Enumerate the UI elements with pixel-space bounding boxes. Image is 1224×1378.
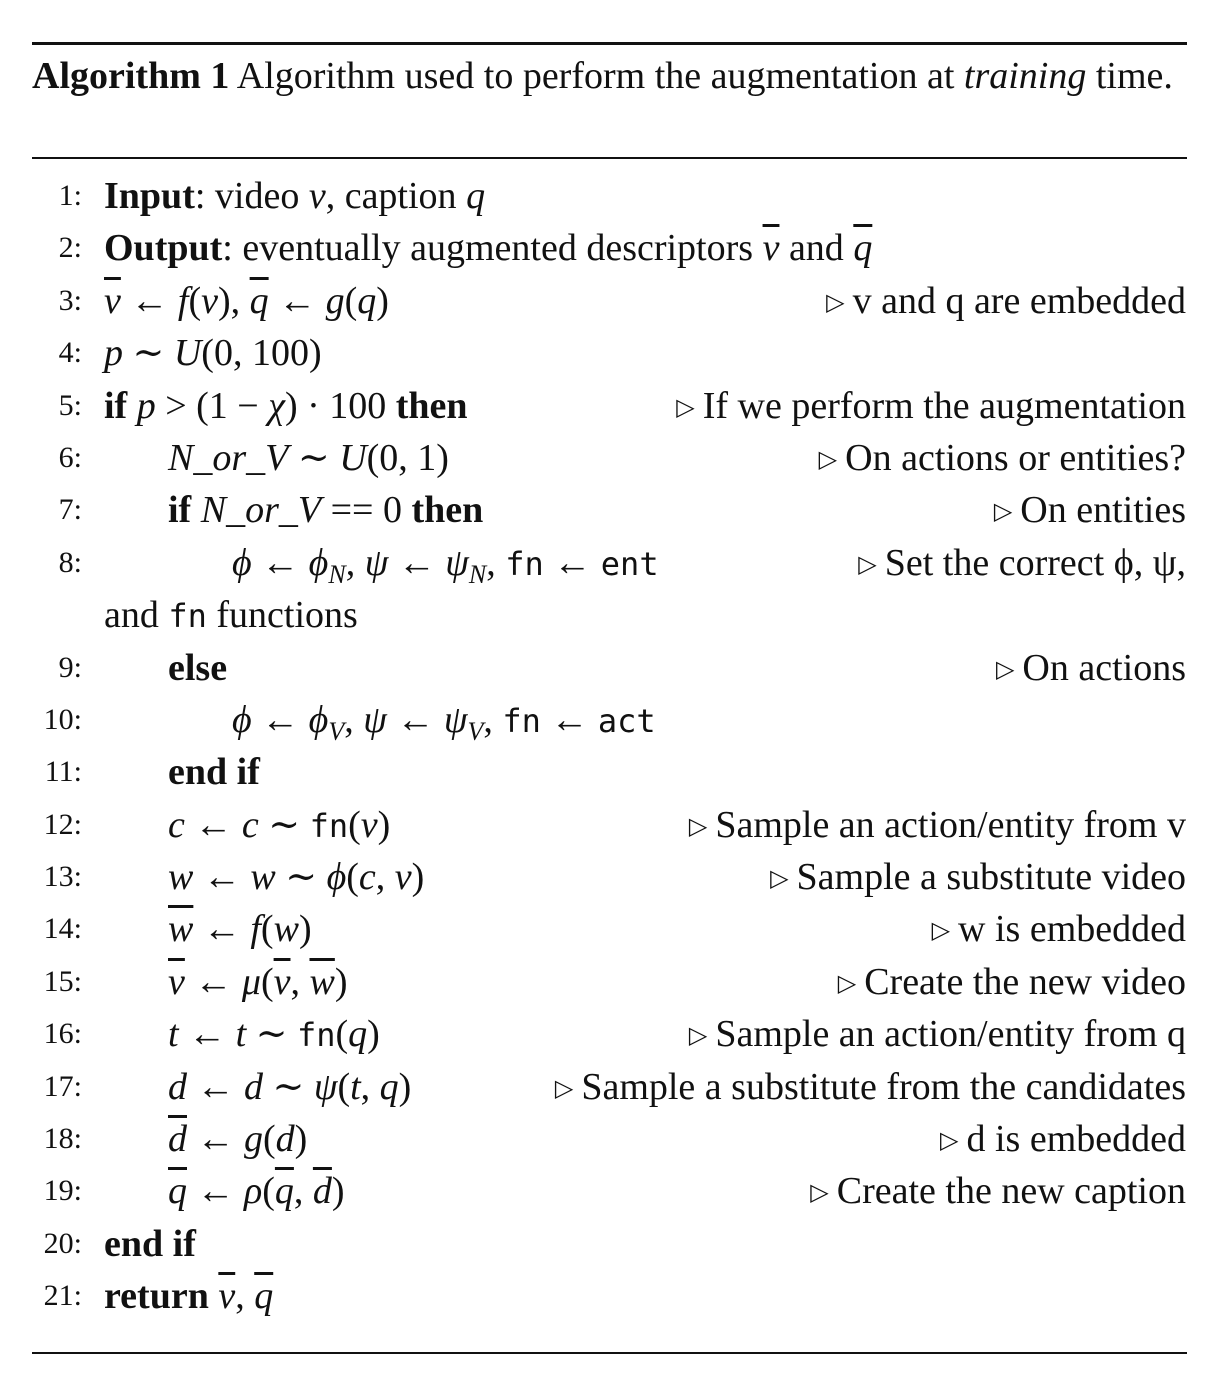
line-number: 20: [43, 1226, 82, 1260]
statement-token: , [293, 1170, 313, 1213]
statement-token [209, 1275, 219, 1317]
statement-token: ← [187, 1118, 244, 1161]
statement-token: ( [348, 803, 361, 846]
algorithm-label: Algorithm 1 [32, 55, 230, 97]
statement-token: g [244, 1118, 263, 1161]
statement-token: , [360, 1065, 380, 1108]
statement-token: return [104, 1275, 209, 1318]
line-statement [168, 484, 483, 536]
statement-token: N [328, 559, 346, 589]
statement-token: v [360, 803, 378, 846]
statement-token: functions [206, 594, 358, 637]
statement-token: ψ [443, 698, 468, 741]
line-number: 17: [43, 1069, 82, 1103]
comment-triangle-icon: ▷ [995, 656, 1015, 683]
statement-token: $\overline{d}$ [312, 1170, 332, 1213]
statement-token: ∼ [258, 803, 310, 846]
statement-token: ( [346, 856, 359, 899]
statement-token: $\overline{q}$ [254, 1275, 274, 1318]
statement-token: ← [268, 279, 326, 322]
algorithm-line [0, 746, 1224, 798]
algorithm-line [0, 956, 1224, 1008]
line-number: 3: [58, 283, 82, 317]
line-continuation [104, 589, 358, 642]
line-statement [168, 1008, 380, 1061]
statement-token: $\overline{q}$ [168, 1170, 187, 1213]
statement-token: c [241, 803, 259, 846]
statement-token: $\overline{q}$ [249, 279, 269, 322]
line-statement [104, 327, 322, 379]
line-statement [104, 222, 872, 274]
comment-text: Sample an action/entity from v [715, 803, 1186, 846]
comment-text: w is embedded [958, 908, 1186, 951]
statement-token: ∼ [275, 856, 327, 899]
statement-token: ψ [363, 698, 387, 741]
line-statement [104, 1218, 196, 1270]
algorithm-line [0, 851, 1224, 903]
line-statement [168, 903, 312, 955]
statement-token: end if [168, 751, 260, 794]
statement-token: v [394, 856, 412, 899]
statement-token: $\overline{q}$ [853, 227, 873, 270]
line-statement [104, 170, 485, 222]
line-comment [689, 799, 1186, 853]
algorithm-line [0, 903, 1224, 955]
statement-token: w [273, 908, 299, 951]
statement-token: c [168, 803, 185, 846]
line-statement [104, 380, 468, 432]
comment-triangle-icon: ▷ [688, 813, 708, 840]
line-statement [168, 432, 449, 484]
statement-token: p [136, 384, 156, 427]
comment-triangle-icon: ▷ [940, 1128, 959, 1155]
line-comment [689, 1008, 1186, 1062]
statement-token: (0, 1) [366, 436, 449, 479]
comment-text: Create the new caption [836, 1170, 1186, 1213]
comment-triangle-icon: ▷ [688, 1023, 708, 1050]
statement-token: then [411, 489, 484, 532]
algorithm-line [0, 1008, 1224, 1060]
algorithm-line [0, 432, 1224, 484]
comment-triangle-icon: ▷ [818, 446, 838, 473]
line-number: 19: [43, 1174, 82, 1208]
statement-token: if [168, 489, 192, 532]
line-comment [932, 903, 1186, 957]
line-statement [168, 1165, 345, 1217]
line-number: 1: [58, 179, 82, 212]
statement-token: fn [505, 544, 544, 583]
statement-token: , [345, 541, 365, 584]
top-rule [32, 42, 1187, 45]
statement-token: , [486, 541, 506, 584]
statement-token: Output [104, 227, 223, 270]
statement-token: μ [241, 960, 261, 1003]
comment-text: On actions or entities? [845, 436, 1186, 479]
statement-token: ← [193, 856, 251, 899]
caption-text-before: Algorithm used to perform the augmentation at [229, 55, 964, 97]
algorithm-line [0, 275, 1224, 327]
statement-token: ( [188, 279, 202, 322]
statement-token: ( [337, 1065, 351, 1108]
statement-token: $\overline{w}$ [309, 960, 335, 1003]
statement-token: ϕ [308, 541, 329, 584]
statement-token: d [244, 1065, 263, 1108]
statement-token: ϕ [308, 698, 329, 741]
statement-token: if [104, 384, 128, 427]
statement-token: ( [260, 960, 274, 1003]
statement-token: fn [502, 701, 541, 740]
line-comment [810, 1165, 1186, 1219]
statement-token: $\overline{v}$ [218, 1275, 236, 1318]
statement-token: ← [386, 698, 444, 741]
algorithm-line [0, 1270, 1224, 1322]
statement-token: ← [187, 1170, 244, 1213]
statement-token: ← [388, 541, 446, 584]
comment-text: Set the correct ϕ, ψ, [884, 541, 1186, 584]
statement-token: , [290, 960, 310, 1003]
statement-token: , [235, 1275, 255, 1318]
statement-token: end if [104, 1222, 196, 1265]
statement-token: : video [194, 175, 309, 217]
statement-token: ← [540, 698, 598, 741]
statement-token: , caption [325, 175, 467, 217]
statement-token: ( [260, 908, 274, 951]
statement-token: ← [251, 541, 309, 584]
comment-triangle-icon: ▷ [676, 394, 695, 421]
line-statement [168, 799, 390, 852]
line-statement [168, 851, 424, 903]
statement-token: ρ [244, 1170, 263, 1213]
comment-text: Sample a substitute video [796, 856, 1186, 899]
statement-token: f [177, 279, 189, 322]
statement-token: ), [217, 279, 250, 322]
statement-token: ) [331, 1170, 345, 1213]
line-statement [168, 746, 260, 798]
algorithm-line [0, 1218, 1224, 1270]
statement-token: then [395, 384, 468, 427]
algorithm-line [0, 589, 1224, 641]
algorithm-line [0, 327, 1224, 379]
statement-token: > (1 − [155, 384, 269, 427]
comment-text: Sample a substitute from the candidates [581, 1065, 1186, 1108]
statement-token: ) [377, 803, 391, 846]
comment-triangle-icon: ▷ [837, 970, 857, 997]
statement-token: ) [398, 1065, 412, 1108]
statement-token: ( [262, 1170, 275, 1213]
statement-token [191, 489, 201, 531]
line-number: 9: [58, 650, 82, 684]
line-number: 16: [43, 1017, 82, 1051]
line-number: 21: [43, 1279, 82, 1313]
line-number: 6: [58, 440, 82, 474]
line-statement [104, 275, 389, 327]
statement-token: ( [263, 1118, 276, 1161]
line-statement [168, 956, 348, 1008]
statement-token: f [250, 908, 261, 951]
caption-text-after: time. [1086, 55, 1173, 97]
statement-token: ← [120, 279, 178, 322]
statement-token: ) [411, 856, 425, 899]
statement-token: ) [294, 1118, 308, 1161]
line-number: 2: [58, 231, 82, 265]
statement-token: fn [296, 1016, 336, 1055]
statement-token: d [275, 1118, 295, 1161]
statement-token: ∼ [288, 436, 340, 479]
statement-token: ψ [445, 541, 469, 584]
statement-token: ← [543, 541, 601, 584]
statement-token: , [375, 856, 395, 899]
line-comment [676, 380, 1186, 434]
statement-token: t [168, 1013, 179, 1056]
statement-token: ← [184, 960, 242, 1003]
statement-token: ( [335, 1013, 349, 1056]
line-number: 12: [43, 807, 82, 841]
statement-token: ent [600, 544, 659, 583]
statement-token: $\overline{q}$ [274, 1170, 294, 1213]
algorithm-caption [32, 50, 1192, 102]
statement-token: ) [298, 908, 312, 951]
statement-token: N [468, 559, 487, 589]
line-comment [996, 642, 1186, 696]
statement-token: ) [334, 960, 348, 1003]
statement-token: ) [367, 1013, 380, 1056]
statement-token: ϕ [326, 856, 347, 899]
line-number: 8: [58, 545, 82, 579]
statement-token: p [104, 332, 123, 375]
statement-token: : eventually augmented descriptors [222, 227, 763, 270]
comment-text: On entities [1020, 489, 1186, 532]
line-number: 18: [43, 1122, 82, 1156]
algorithm-line [0, 380, 1224, 432]
statement-token: N_or_V [200, 489, 322, 532]
comment-text: v and q are embedded [852, 279, 1186, 322]
line-comment [555, 1061, 1186, 1115]
comment-text: Sample an action/entity from q [715, 1013, 1186, 1056]
statement-token: ϕ [232, 698, 252, 741]
statement-token: ϕ [232, 541, 252, 584]
statement-token: ← [178, 1013, 236, 1056]
statement-token: and [779, 227, 854, 270]
statement-token: c [358, 856, 376, 899]
comment-triangle-icon: ▷ [931, 918, 951, 945]
algorithm-line [0, 537, 1224, 589]
line-comment [994, 484, 1186, 538]
algorithm-line [0, 1165, 1224, 1217]
statement-token: == 0 [321, 489, 412, 532]
statement-token: ∼ [123, 332, 174, 375]
line-number: 10: [43, 702, 82, 736]
comment-triangle-icon: ▷ [993, 499, 1013, 526]
statement-token: ψ [313, 1065, 338, 1108]
statement-token: ∼ [263, 1065, 314, 1108]
statement-token: fn [168, 597, 207, 636]
statement-token: ψ [364, 541, 389, 584]
statement-token: q [357, 279, 377, 322]
line-number: 15: [43, 964, 82, 998]
comment-triangle-icon: ▷ [858, 551, 877, 578]
statement-token: $\overline{d}$ [168, 1118, 187, 1161]
statement-token: act [597, 701, 656, 740]
statement-token: ← [251, 698, 309, 741]
statement-token: t [235, 1013, 247, 1056]
statement-token: U [173, 332, 202, 375]
line-statement [168, 1061, 411, 1113]
line-number: 4: [58, 336, 82, 370]
statement-token: $\overline{w}$ [168, 908, 194, 951]
algorithm-line [0, 694, 1224, 746]
line-number: 11: [44, 755, 82, 789]
line-comment [819, 432, 1186, 486]
statement-token: χ [268, 384, 285, 427]
comment-text: Create the new video [864, 960, 1186, 1003]
algorithm-line [0, 222, 1224, 274]
comment-triangle-icon: ▷ [554, 1075, 574, 1102]
statement-token: , [344, 698, 364, 741]
statement-token: V [328, 716, 345, 746]
line-statement [168, 642, 227, 694]
statement-token: , [483, 698, 503, 741]
comment-triangle-icon: ▷ [810, 1180, 829, 1207]
line-comment [858, 537, 1186, 591]
line-statement [168, 1113, 307, 1165]
statement-token: ← [184, 803, 242, 846]
statement-token: $\overline{v}$ [762, 227, 780, 270]
statement-token: $\overline{v}$ [104, 279, 121, 322]
algorithm-line [0, 1113, 1224, 1165]
statement-token: ← [193, 908, 251, 951]
comment-triangle-icon: ▷ [770, 866, 789, 893]
line-number: 13: [43, 860, 82, 894]
line-number: 7: [58, 493, 82, 527]
statement-token: U [339, 436, 367, 479]
comment-text: If we perform the augmentation [702, 384, 1186, 427]
algorithm-line [0, 799, 1224, 851]
algorithm-body [0, 170, 1224, 1323]
comment-text: d is embedded [966, 1118, 1186, 1161]
comment-triangle-icon: ▷ [826, 289, 845, 316]
statement-token: fn [309, 806, 349, 845]
statement-token: $\overline{v}$ [168, 960, 185, 1003]
statement-token: (0, 100) [201, 332, 322, 375]
comment-text: On actions [1022, 646, 1186, 689]
algorithm-line [0, 1061, 1224, 1113]
line-number: 5: [58, 388, 82, 422]
statement-token: q [379, 1065, 399, 1108]
statement-token: w [168, 856, 194, 899]
statement-token: else [168, 646, 228, 689]
algorithm-line [0, 484, 1224, 536]
line-comment [826, 275, 1186, 329]
statement-token: v [201, 279, 218, 322]
statement-token: N_or_V [168, 436, 289, 479]
line-comment [940, 1113, 1186, 1167]
statement-token: $\overline{v}$ [273, 960, 291, 1003]
line-comment [770, 851, 1186, 905]
statement-token: q [466, 175, 486, 217]
caption-text-italic: training [963, 55, 1087, 97]
statement-token: t [350, 1065, 361, 1108]
statement-token: d [168, 1065, 187, 1108]
statement-token: ∼ [246, 1013, 297, 1056]
statement-token: V [467, 716, 484, 746]
statement-token: Input [104, 175, 195, 217]
statement-token: g [325, 279, 345, 322]
statement-token: ) · 100 [284, 384, 396, 427]
statement-token: and [104, 594, 169, 637]
bottom-rule [32, 1352, 1187, 1354]
algorithm-line [0, 642, 1224, 694]
statement-token [127, 385, 137, 427]
line-number: 14: [43, 912, 82, 946]
algorithm-line [0, 170, 1224, 222]
line-comment [838, 956, 1186, 1010]
statement-token: q [348, 1013, 368, 1056]
statement-token: w [250, 856, 276, 899]
statement-token: ← [187, 1065, 244, 1108]
caption-rule [32, 157, 1187, 159]
line-statement [104, 1270, 273, 1322]
statement-token: ) [376, 279, 389, 322]
statement-token: v [308, 175, 326, 217]
statement-token: ( [344, 279, 358, 322]
